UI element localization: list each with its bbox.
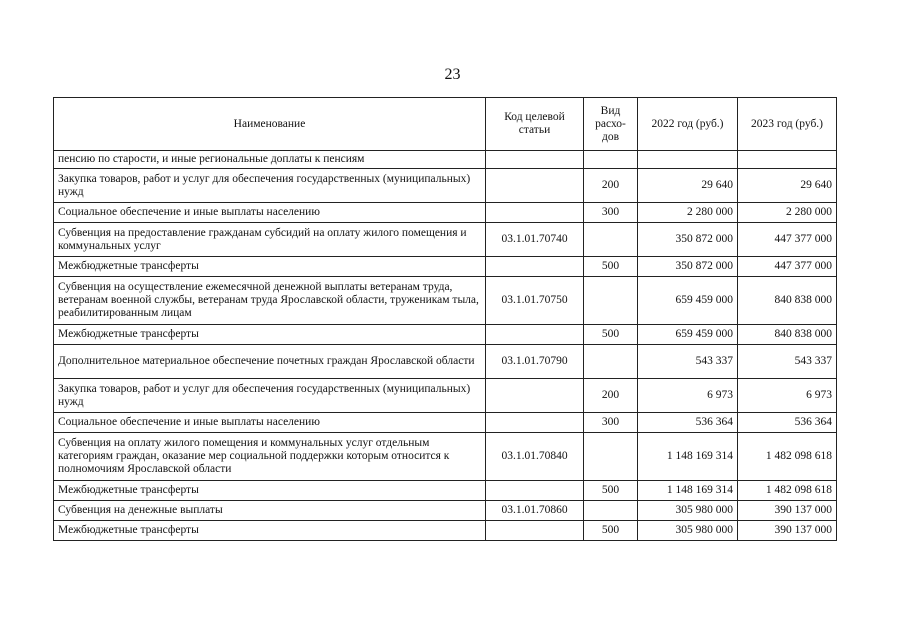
cell-vid (584, 223, 638, 257)
cell-code: 03.1.01.70750 (486, 277, 584, 325)
cell-code: 03.1.01.70860 (486, 501, 584, 521)
cell-2023: 6 973 (738, 379, 837, 413)
cell-code (486, 257, 584, 277)
table-row (54, 325, 837, 345)
cell-2022: 536 364 (638, 413, 738, 433)
cell-2023: 2 280 000 (738, 203, 837, 223)
cell-2023: 29 640 (738, 169, 837, 203)
cell-vid: 300 (584, 203, 638, 223)
header-vid: Вид расхо-дов (584, 98, 638, 151)
table-row (54, 481, 837, 501)
cell-code (486, 481, 584, 501)
cell-name: Межбюджетные трансферты (54, 521, 486, 541)
cell-2023: 390 137 000 (738, 521, 837, 541)
table-row (54, 257, 837, 277)
table-row (54, 223, 837, 257)
cell-2023: 536 364 (738, 413, 837, 433)
table-header-row (54, 98, 837, 151)
table-row (54, 379, 837, 413)
cell-vid: 500 (584, 257, 638, 277)
cell-code: 03.1.01.70840 (486, 433, 584, 481)
cell-2022: 2 280 000 (638, 203, 738, 223)
header-code: Код целевой статьи (486, 98, 584, 151)
cell-2023: 447 377 000 (738, 223, 837, 257)
cell-code (486, 413, 584, 433)
cell-vid: 500 (584, 521, 638, 541)
cell-name: Межбюджетные трансферты (54, 257, 486, 277)
cell-vid: 500 (584, 325, 638, 345)
header-2022: 2022 год (руб.) (638, 98, 738, 151)
cell-2023 (738, 151, 837, 169)
cell-code (486, 379, 584, 413)
table-body (54, 151, 837, 541)
cell-2022: 1 148 169 314 (638, 433, 738, 481)
cell-2022: 1 148 169 314 (638, 481, 738, 501)
cell-vid (584, 345, 638, 379)
cell-name: Социальное обеспечение и иные выплаты населению (54, 413, 486, 433)
cell-name: пенсию по старости, и иные региональные доплаты к пенсиям (54, 151, 486, 169)
cell-code: 03.1.01.70790 (486, 345, 584, 379)
table-row (54, 501, 837, 521)
cell-vid (584, 501, 638, 521)
cell-2023: 390 137 000 (738, 501, 837, 521)
cell-vid: 200 (584, 169, 638, 203)
cell-name: Субвенция на осуществление ежемесячной денежной выплаты ветеранам труда, ветеранам военной службы, ветеранам труда Ярославской области, труженикам тыла, реабилитированным лицам (54, 277, 486, 325)
table-row (54, 433, 837, 481)
cell-2022: 305 980 000 (638, 521, 738, 541)
cell-vid (584, 277, 638, 325)
cell-name: Субвенция на денежные выплаты (54, 501, 486, 521)
table-row (54, 345, 837, 379)
cell-name: Межбюджетные трансферты (54, 481, 486, 501)
cell-vid: 200 (584, 379, 638, 413)
cell-vid: 300 (584, 413, 638, 433)
header-2023: 2023 год (руб.) (738, 98, 837, 151)
cell-2023: 840 838 000 (738, 325, 837, 345)
cell-vid (584, 151, 638, 169)
cell-2023: 447 377 000 (738, 257, 837, 277)
table-row (54, 521, 837, 541)
cell-2022: 659 459 000 (638, 325, 738, 345)
table-row (54, 277, 837, 325)
cell-vid: 500 (584, 481, 638, 501)
header-name: Наименование (54, 98, 486, 151)
table-row (54, 151, 837, 169)
cell-name: Дополнительное материальное обеспечение почетных граждан Ярославской области (54, 345, 486, 379)
cell-2023: 543 337 (738, 345, 837, 379)
cell-2022: 305 980 000 (638, 501, 738, 521)
cell-2023: 1 482 098 618 (738, 481, 837, 501)
cell-2022 (638, 151, 738, 169)
cell-code (486, 151, 584, 169)
cell-2022: 350 872 000 (638, 257, 738, 277)
cell-2022: 543 337 (638, 345, 738, 379)
page-number: 23 (444, 66, 461, 83)
cell-name: Социальное обеспечение и иные выплаты населению (54, 203, 486, 223)
table-row (54, 169, 837, 203)
cell-2022: 29 640 (638, 169, 738, 203)
cell-2022: 350 872 000 (638, 223, 738, 257)
cell-vid (584, 433, 638, 481)
cell-name: Межбюджетные трансферты (54, 325, 486, 345)
budget-table (53, 97, 837, 541)
cell-name: Закупка товаров, работ и услуг для обеспечения государственных (муниципальных) нужд (54, 169, 486, 203)
cell-code (486, 203, 584, 223)
cell-2023: 840 838 000 (738, 277, 837, 325)
table-row (54, 203, 837, 223)
cell-name: Субвенция на оплату жилого помещения и коммунальных услуг отдельным категориям граждан, оказание мер социальной поддержки которым относится к полномочиям Ярославской области (54, 433, 486, 481)
cell-2022: 6 973 (638, 379, 738, 413)
cell-code: 03.1.01.70740 (486, 223, 584, 257)
cell-code (486, 521, 584, 541)
cell-name: Закупка товаров, работ и услуг для обеспечения государственных (муниципальных) нужд (54, 379, 486, 413)
cell-2022: 659 459 000 (638, 277, 738, 325)
cell-2023: 1 482 098 618 (738, 433, 837, 481)
cell-code (486, 325, 584, 345)
cell-name: Субвенция на предоставление гражданам субсидий на оплату жилого помещения и коммунальных услуг (54, 223, 486, 257)
table-row (54, 413, 837, 433)
cell-code (486, 169, 584, 203)
